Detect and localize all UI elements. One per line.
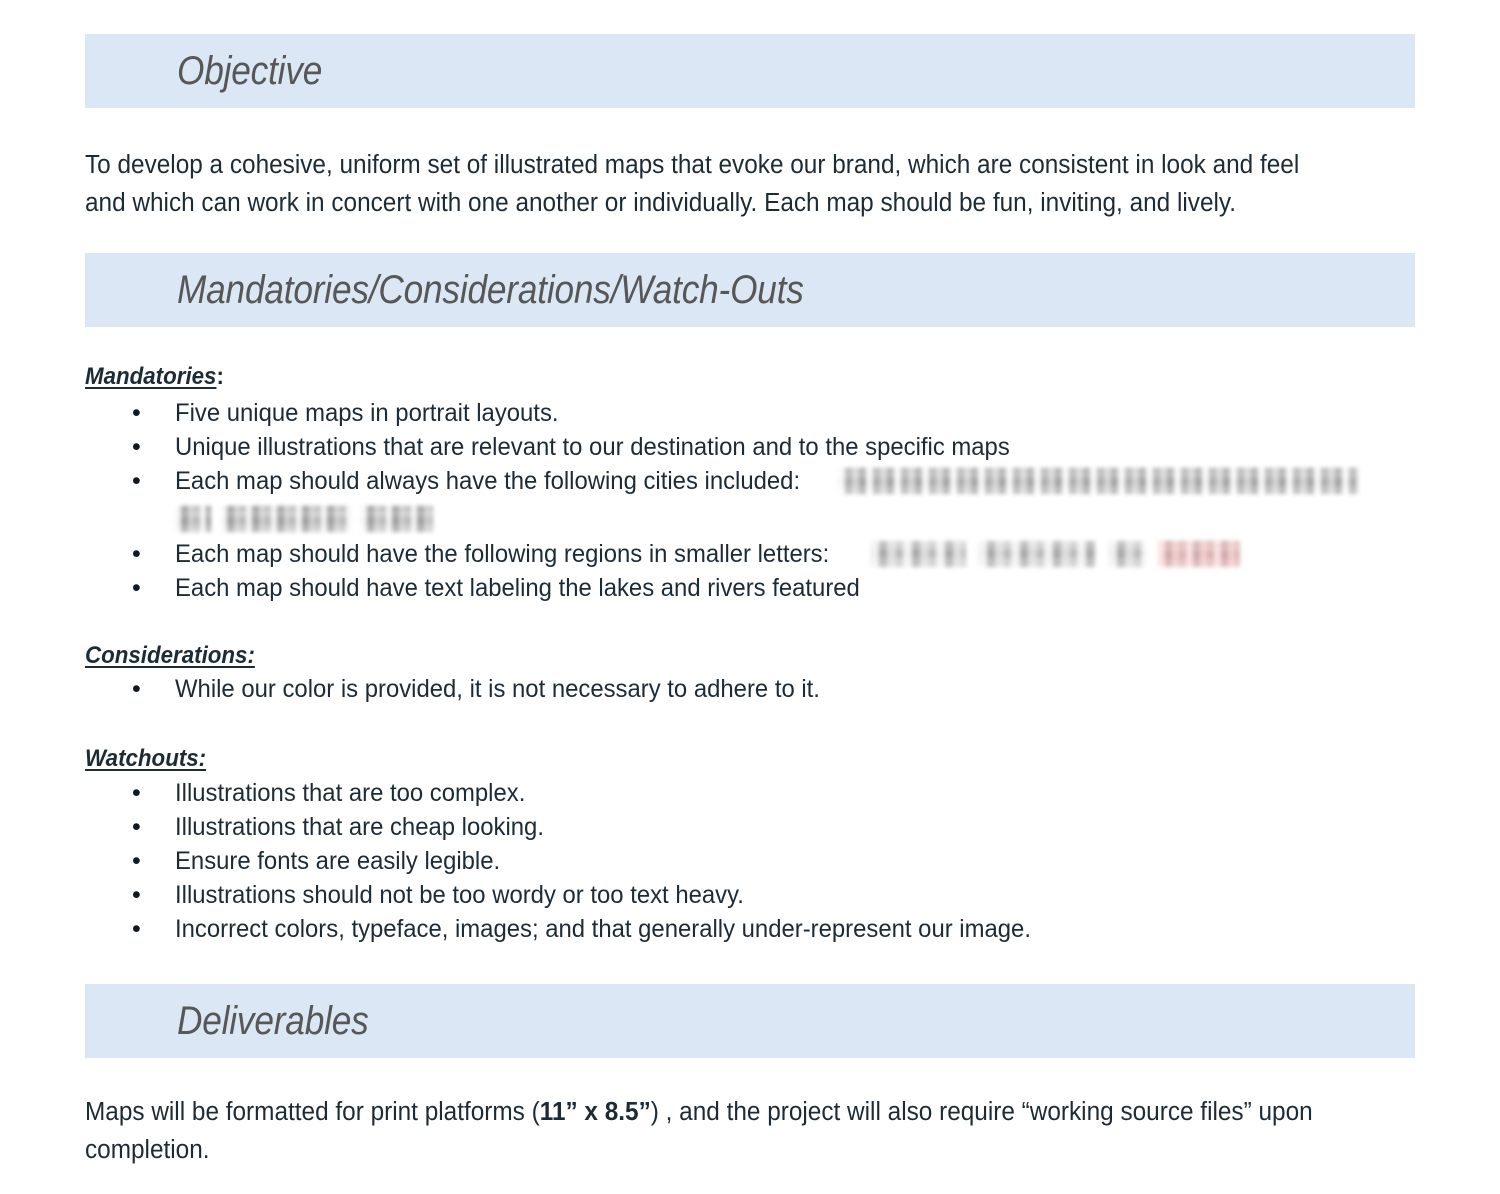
list-item-text: Each map should always have the following cities included: [175,467,801,495]
deliverables-lead-text: Maps will be formatted for print platforms ( [85,1098,540,1126]
list-item [126,878,1416,912]
subheading-considerations [85,641,255,671]
subheading-trailing-colon: : [216,363,224,390]
section-header-objective [85,34,1415,108]
list-item [126,844,1416,878]
subheading-label: Watchouts: [85,745,207,772]
watchouts-bullet-list [126,776,1416,946]
bullet-icon: • [132,915,141,943]
list-item-text: Ensure fonts are easily legible. [175,847,501,875]
deliverables-paragraph [85,1093,1344,1169]
section-heading-text: Mandatories/Considerations/Watch-Outs [177,268,804,312]
section-heading-text: Deliverables [177,999,369,1043]
deliverables-dimensions: 11” x 8.5” [539,1098,651,1126]
mandatories-bullet-list [126,396,1416,605]
list-item [126,571,1416,605]
list-item [126,810,1416,844]
considerations-bullet-list [126,672,1416,706]
section-heading-text: Objective [177,49,323,93]
redacted-cities-text [830,464,1358,498]
bullet-icon: • [132,779,141,807]
deliverables-tail-text: ) , and the project will also require “working source files” upon completion. [85,1098,1313,1164]
bullet-icon: • [132,675,141,703]
list-item [126,537,1416,571]
list-item-text: Each map should have the following regions in smaller letters: [175,540,830,568]
subheading-label: Considerations: [85,642,255,669]
section-header-mandatories [85,253,1415,327]
subheading-watchouts [85,744,206,774]
bullet-icon: • [132,467,141,495]
list-item-text: Each map should have text labeling the lakes and rivers featured [175,574,860,602]
section-header-deliverables [85,984,1415,1058]
list-item-text: Five unique maps in portrait layouts. [175,399,559,427]
bullet-icon: • [132,399,141,427]
list-item [126,396,1416,430]
bullet-icon: • [132,813,141,841]
list-item-text: Illustrations should not be too wordy or too text heavy. [175,881,744,909]
list-item-text: While our color is provided, it is not necessary to adhere to it. [175,675,820,703]
list-item-text: Illustrations that are too complex. [175,779,526,807]
subheading-mandatories [85,362,224,392]
redacted-cities-text-line2 [175,506,433,530]
list-item-text: Unique illustrations that are relevant to our destination and to the specific maps [175,433,1010,461]
list-item [126,912,1416,946]
list-item-text: Incorrect colors, typeface, images; and that generally under-represent our image. [175,915,1031,943]
redacted-regions-text [860,537,1240,571]
list-item [126,430,1416,464]
bullet-icon: • [132,540,141,568]
list-item [126,672,1416,706]
list-item [126,776,1416,810]
objective-paragraph: To develop a cohesive, uniform set of illustrated maps that evoke our brand, which are consistent in look and feel and which can work in concert with one another or individually. Each map should be fun, inviting, and lively. [85,151,1300,217]
bullet-icon: • [132,881,141,909]
list-item-text: Illustrations that are cheap looking. [175,813,544,841]
bullet-icon: • [132,433,141,461]
bullet-icon: • [132,847,141,875]
subheading-label: Mandatories [85,363,217,390]
bullet-icon: • [132,574,141,602]
